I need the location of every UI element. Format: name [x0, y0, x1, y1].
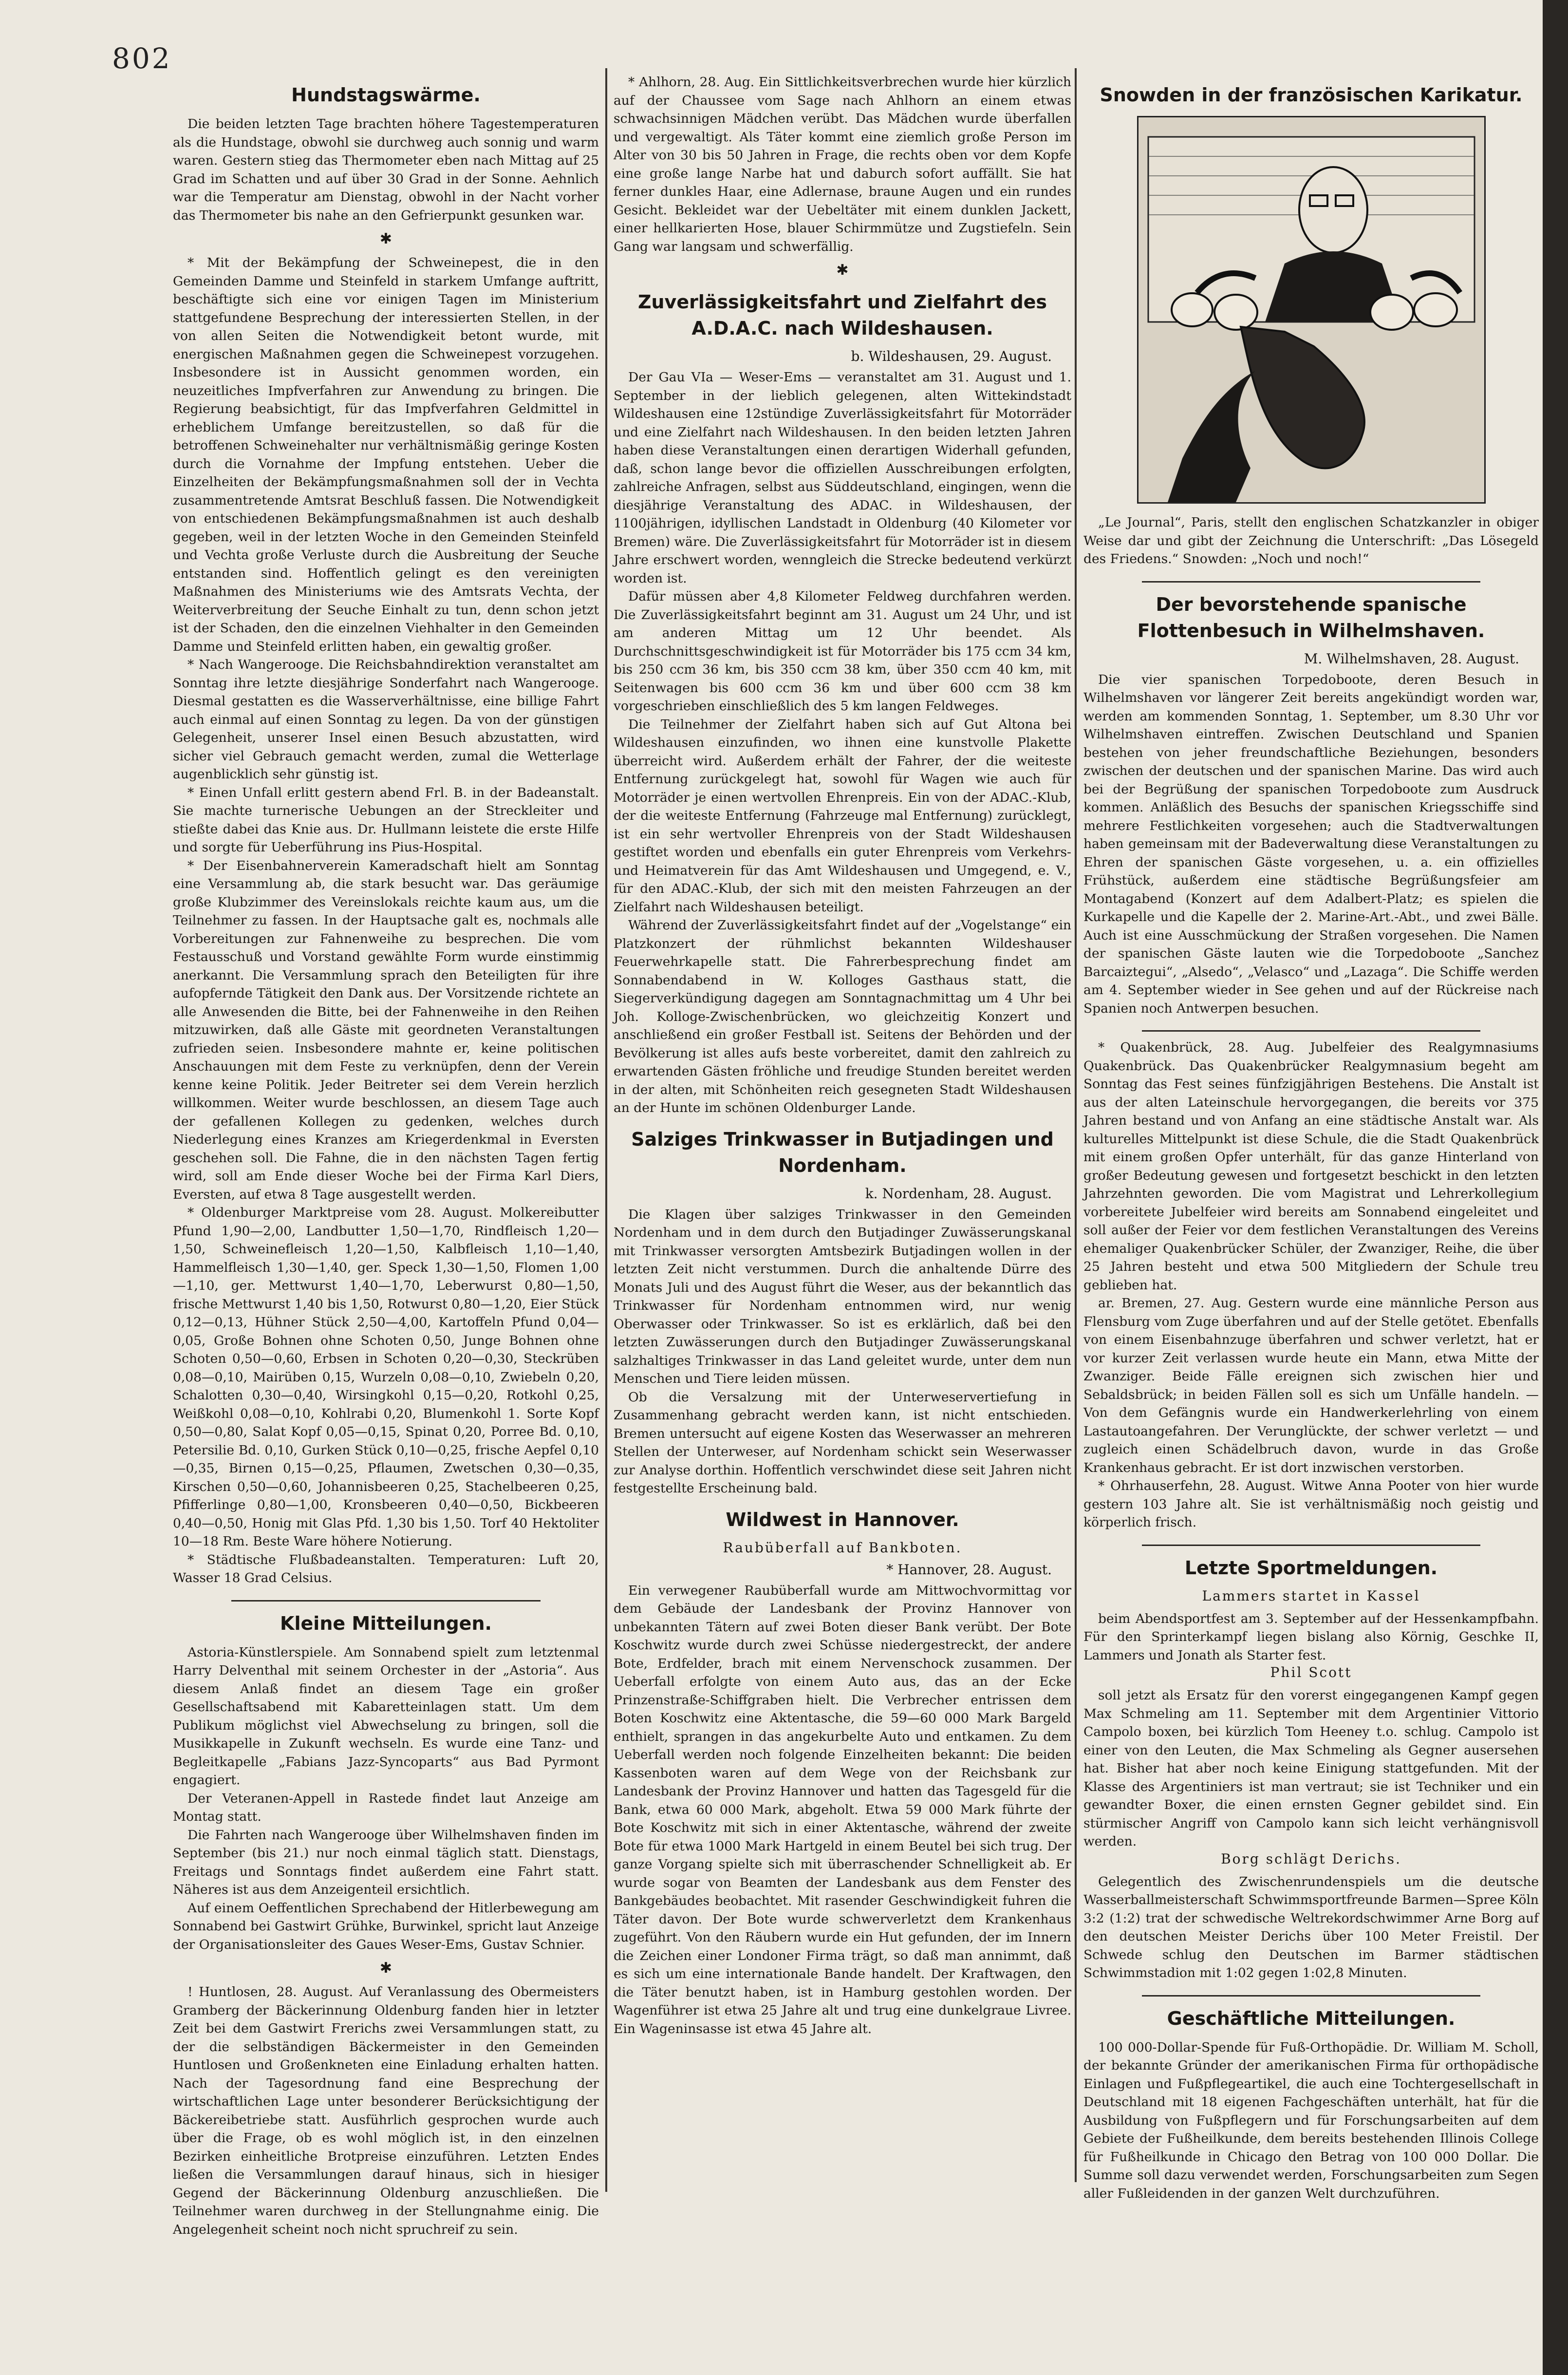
- subheadline: Raubüberfall auf Bankboten.: [723, 1539, 962, 1556]
- separator-star: ✱: [379, 1960, 392, 1977]
- headline-geschaeftliche-mitteilungen: Geschäftliche Mitteilungen.: [1167, 2007, 1456, 2029]
- headline-hundstagswaerme: Hundstagswärme.: [291, 84, 481, 106]
- article-paragraph: Die Fahrten nach Wangerooge über Wilhelmshaven finden im September (bis 21.) nur noch einmal täglich statt. Dienstags, Freitags und Sonntags findet außerdem eine Fahrt statt. Näheres ist aus dem Anzeigenteil ersichtlich.: [173, 1827, 599, 1897]
- caricature-illustration: [1137, 116, 1486, 504]
- article-paragraph: Der Veteranen-Appell in Rastede findet laut Anzeige am Montag statt.: [173, 1791, 599, 1824]
- article-paragraph: ! Huntlosen, 28. August. Auf Veranlassung des Obermeisters Gramberg der Bäckerinnung Oldenburg fanden hier in letzter Zeit bei dem Gastwirt Frerichs zwei Versammlungen statt, zu der die selbständigen Bäckermeister in den Gemeinden Huntlosen und Großenkneten eine Einladung erhalten hatten. Nach der Tagesordnung fand eine Besprechung der wirtschaftlichen Lage unter besonderer Berücksichtigung der Bäckereibetriebe statt. Ausführlich gesprochen wurde auch über die Frage, ob es wohl möglich ist, in den einzelnen Bezirken einheitliche Brotpreise einzuführen. Letzten Endes ließen die Versammlungen darauf hinaus, sich in hiesiger Gegend der Bäckerinnung Oldenburg anzuschließen. Die Teilnehmer waren durchweg in der Stellungnahme einig. Die Angelegenheit scheint noch nicht spruchreif zu sein.: [173, 1984, 599, 2237]
- headline-spanischer-flottenbesuch: Der bevorstehende spanische Flottenbesuch in Wilhelmshaven.: [1137, 593, 1485, 641]
- dateline: * Hannover, 28. August.: [886, 1561, 1052, 1578]
- article-paragraph: Auf einem Oeffentlichen Sprechabend der Hitlerbewegung am Sonnabend bei Gastwirt Grühke, Burwinkel, spricht laut Anzeige der Organisationsleiter des Gaues Weser-Ems, Gustav Schnier.: [173, 1900, 599, 1952]
- article-paragraph: Ein verwegener Raubüberfall wurde am Mittwochvormittag vor dem Gebäude der Landesbank der Provinz Hannover von unbekannten Tätern auf zwei Boten dieser Bank verübt. Der Bote Koschwitz wurde durch zwei Schüsse niedergestreckt, der andere Bote, Erdfelder, brach mit einem Nervenschock zusammen. Der Ueberfall erfolgte von einem Auto aus, das an der Ecke Prinzenstraße-Schiffgraben hielt. Die Verbrecher entrissen dem Boten Koschwitz eine Aktentasche, die 59—60 000 Mark Bargeld enthielt, sprangen in das angekurbelte Auto und entkamen. Zu dem Ueberfall werden noch folgende Einzelheiten bekannt: Die beiden Kassenboten waren auf dem Wege von der Reichsbank zur Landesbank der Provinz Hannover und hatten das Tagesgeld für die Bank, etwa 60 000 Mark, abgeholt. Etwa 59 000 Mark führte der Bote Koschwitz mit sich in einer Aktentasche, während der zweite Bote für etwa 1000 Mark Hartgeld in einem Beutel bei sich trug. Der ganze Vorgang spielte sich mit überraschender Schnelligkeit ab. Er wurde sogar von Beamten der Landesbank aus dem Fenster des Bankgebäudes beobachtet. Mit rasender Geschwindigkeit fuhren die Täter davon. Der Bote wurde schwerverletzt dem Krankenhaus zugeführt. Von den Räubern wurde ein Hut gefunden, der im Innern die Zeichen einer Londoner Firma trägt, so daß man annimmt, daß es sich um eine internationale Bande handelt. Der Kraftwagen, den die Täter benutzt haben, ist in Hamburg gestohlen worden. Der Wagenführer ist etwa 25 Jahre alt und trug eine dunkelgraue Livree. Ein Wageninsasse ist etwa 45 Jahre alt.: [614, 1583, 1071, 2036]
- subheadline: Phil Scott: [1270, 1664, 1352, 1680]
- section-divider: [1142, 581, 1480, 583]
- section-divider: [1142, 1545, 1480, 1546]
- subheadline: Borg schlägt Derichs.: [1221, 1850, 1401, 1867]
- article-paragraph: * Nach Wangerooge. Die Reichsbahndirektion veranstaltet am Sonntag ihre letzte diesjährige Sonderfahrt nach Wangerooge. Diesmal gestatten es die Wasserverhältnisse, eine billige Fahrt auch einmal auf einen Sonntag zu legen. Da von der günstigen Gelegenheit, unserer Insel einen Besuch abzustatten, wird sicher viel Gebrauch gemacht werden, zumal die Wetterlage augenblicklich sehr günstig ist.: [173, 657, 599, 782]
- dateline: b. Wildeshausen, 29. August.: [851, 348, 1052, 364]
- article-paragraph: * Ohrhauserfehn, 28. August. Witwe Anna Pooter von hier wurde gestern 103 Jahre alt. Sie ist verhältnismäßig noch geistig und körperlich frisch.: [1083, 1478, 1539, 1530]
- article-paragraph: Der Gau VIa — Weser-Ems — veranstaltet am 31. August und 1. September in der lieblich gelegenen, alten Wittekindstadt Wildeshausen eine 12stündige Zuverlässigkeitsfahrt für Motorräder und eine Zielfahrt nach Wildeshausen. In den beiden letzten Jahren haben diese Veranstaltungen einen derartigen Widerhall gefunden, daß, schon lange bevor die offiziellen Ausschreibungen erfolgten, zahlreiche Anfragen, selbst aus Süddeutschland, eingingen, wenn die diesjährige Veranstaltung des ADAC. in Wildeshausen, der 1100jährigen, idyllischen Landstadt in Oldenburg (40 Kilometer vor Bremen) wäre. Die Zuverlässigkeitsfahrt für Motorräder ist in diesem Jahre erschwert worden, wenngleich die Strecke bedeutend verkürzt worden ist.: [614, 370, 1071, 586]
- article-paragraph: Die beiden letzten Tage brachten höhere Tagestemperaturen als die Hundstage, obwohl sie durchweg auch sonnig und warm waren. Gestern stieg das Thermometer eben nach Mittag auf 25 Grad im Schatten und auf über 30 Grad in der Sonne. Aehnlich war die Temperatur am Dienstag, obwohl in der Nacht vorher das Thermometer bis nahe an den Gefrierpunkt gesunken war.: [173, 116, 599, 223]
- section-divider: [1142, 1030, 1480, 1032]
- page-number: 802: [112, 42, 172, 75]
- article-paragraph: ar. Bremen, 27. Aug. Gestern wurde eine männliche Person aus Flensburg vom Zuge überfahren und auf der Stelle getötet. Ebenfalls von einem Eisenbahnzuge überfahren und schwer verletzt, hat er vor kurzer Zeit verlassen wurde heute ein Mann, etwa Mitte der Zwanziger. Beide Fälle ereignen sich zwischen hier und Sebaldsbrück; in beiden Fällen soll es sich um Unfälle handeln. — Von dem Gefängnis wurde ein Handwerkerlehrling von einem Lastautoangefahren. Der Verunglückte, der schwer verletzt — und zugleich einen Schädelbruch davon, wurde in das Große Krankenhaus gebracht. Er ist dort inzwischen verstorben.: [1083, 1296, 1539, 1475]
- article-paragraph: Die Klagen über salziges Trinkwasser in den Gemeinden Nordenham und in dem durch den Butjadinger Zuwässerungskanal mit Trinkwasser versorgten Amtsbezirk Butjadingen wollen in der letzten Zeit nicht verstummen. Durch die anhaltende Dürre des Monats Juli und des August führt die Weser, aus der bekanntlich das Trinkwasser für Nordenham entnommen wird, nur wenig Oberwasser oder Trinkwasser. So ist es erklärlich, daß bei den letzten Zuwässerungen durch den Butjadinger Zuwässerungskanal salzhaltiges Trinkwasser in das Land geleitet wurde, unter dem nun Menschen und Tiere leiden müssen.: [614, 1206, 1071, 1386]
- column-rule: [1075, 68, 1077, 2182]
- subheadline: Lammers startet in Kassel: [1202, 1587, 1420, 1604]
- dateline: k. Nordenham, 28. August.: [865, 1185, 1052, 1202]
- headline-wildwest-hannover: Wildwest in Hannover.: [726, 1508, 959, 1530]
- article-paragraph: * Der Eisenbahnerverein Kameradschaft hielt am Sonntag eine Versammlung ab, die stark besucht war. Das geräumige große Klubzimmer des Vereinslokals reichte kaum aus, um die Teilnehmer zu fassen. In der Hauptsache galt es, nochmals alle Vorbereitungen zur Fahnenweihe zu besprechen. Die vom Festausschuß und Vorstand gewählte Form wurde einstimmig anerkannt. Die Versammlung sprach den Beteiligten für ihre aufopfernde Tätigkeit den Dank aus. Der Vorsitzende richtete an alle Anwesenden die Bitte, bei der Fahnenweihe in den Reihen mitzuwirken, daß alle Gäste mit geordneten Veranstaltungen zufrieden seien. Insbesondere mahnte er, keine politischen Anschauungen mit dem Feste zu verknüpfen, denn der Verein kenne keine Politik. Jeder Beitreter sei dem Verein herzlich willkommen. Weiter wurde beschlossen, an diesem Tage auch der gefallenen Kollegen zu gedenken, welches durch Niederlegung eines Kranzes am Kriegerdenkmal in Eversten geschehen soll. Die Fahne, die in den nächsten Tagen fertig wird, soll am Ende dieser Woche bei der Firma Karl Diers, Eversten, auf etwa 8 Tage ausgestellt werden.: [173, 858, 599, 1202]
- article-paragraph: * Oldenburger Marktpreise vom 28. August. Molkereibutter Pfund 1,90—2,00, Landbutter 1,50—1,70, Rindfleisch 1,20—1,50, Schweinefleisch 1,20—1,50, Kalbfleisch 1,10—1,40, Hammelfleisch 1,30—1,40, ger. Speck 1,30—1,50, Flomen 1,00—1,10, ger. Mettwurst 1,40—1,70, Leberwurst 0,80—1,50, frische Mettwurst 1,40 bis 1,50, Rotwurst 0,80—1,20, Eier Stück 0,12—0,13, Hühner Stück 2,50—4,00, Kartoffeln Pfund 0,04—0,05, Große Bohnen ohne Schoten 0,50, Junge Bohnen ohne Schoten 0,50—0,60, Erbsen in Schoten 0,20—0,30, Steckrüben 0,08—0,10, Mairüben 0,15, Wurzeln 0,08—0,10, Zwiebeln 0,20, Schalotten 0,30—0,40, Wirsingkohl 0,15—0,20, Rotkohl 0,25, Weißkohl 0,08—0,10, Kohlrabi 0,20, Blumenkohl 1. Sorte Kopf 0,50—0,80, Salat Kopf 0,05—0,15, Spinat 0,20, Porree Bd. 0,10, Petersilie Bd. 0,10, Gurken Stück 0,10—0,25, frische Aepfel 0,10—0,35, Birnen 0,15—0,25, Pflaumen, Zwetschen 0,30—0,35, Kirschen 0,50—0,60, Johannisbeeren 0,25, Stachelbeeren 0,25, Pfifferlinge 0,80—1,00, Kronsbeeren 0,40—0,50, Bickbeeren 0,40—0,50, Honig mit Glas Pfd. 1,30 bis 1,50. Torf 40 Hektoliter 10—18 Rm. Beste Ware höhere Notierung.: [173, 1205, 599, 1549]
- article-paragraph: * Ahlhorn, 28. Aug. Ein Sittlichkeitsverbrechen wurde hier kürzlich auf der Chaussee vom Sage nach Ahlhorn an einem etwas schwachsinnigen Mädchen verübt. Das Mädchen wurde überfallen und vergewaltigt. Als Täter kommt eine ziemlich große Person im Alter von 30 bis 50 Jahren in Frage, die rechts oben vor dem Kopfe eine große lange Narbe hat und daburch sofort auffällt. Sie hat ferner dunkles Haar, eine Adlernase, braune Augen und ein rundes Gesicht. Bekleidet war der Uebeltäter mit einem dunklen Jackett, einer hellkarierten Hose, blauer Schirmmütze und Zugstiefeln. Sein Gang war langsam und schwerfällig.: [614, 75, 1071, 254]
- column-middle: [614, 73, 1071, 2177]
- section-divider: [1142, 1995, 1480, 1997]
- article-paragraph: * Quakenbrück, 28. Aug. Jubelfeier des Realgymnasiums Quakenbrück. Das Quakenbrücker Realgymnasium begeht am Sonntag das Fest seines fünfzigjährigen Bestehens. Die Anstalt ist aus der alten Lateinschule hervorgegangen, die bereits vor 375 Jahren bestand und von Anfang an eine städtische Anstalt war. Als kulturelles Mittelpunkt ist diese Schule, die die Stadt Quakenbrück mit einem großen Opfer unterhält, für das ganze Hinterland von großer Bedeutung gewesen und fortgesetzt beschickt in den letzten Jahrzehnten geworden. Die vom Magistrat und Lehrerkollegium vorbereitete Jubelfeier wird bereits am Sonnabend eingeleitet und soll außer der Feier vor dem festlichen Veranstaltungen des Vereins ehemaliger Quakenbrücker Schüler, der Zwanziger, Reihe, die über 25 Jahren besteht und etwa 500 Mitgliedern der Schule treu geblieben hat.: [1083, 1040, 1539, 1293]
- headline-letzte-sportmeldungen: Letzte Sportmeldungen.: [1184, 1557, 1438, 1579]
- column-rule: [605, 68, 607, 2192]
- section-divider: [231, 1600, 541, 1602]
- separator-star: ✱: [836, 262, 849, 279]
- article-paragraph: soll jetzt als Ersatz für den vorerst eingegangenen Kampf gegen Max Schmeling am 11. September mit dem Argentinier Vittorio Campolo boxen, bei kürzlich Tom Heeney t.o. schlug. Campolo ist einer von den Leuten, die Max Schmeling als Gegner ausersehen hat. Bisher hat aber noch keine Einigung stattgefunden. Mit der Klasse des Argentiniers ist man vertraut; sie ist Techniker und ein gewandter Boxer, die einen ernsten Gegner gebildet sind. Ein stürmischer Angriff von Campolo kann sich leicht verhängnisvoll werden.: [1083, 1688, 1539, 1849]
- headline-kleine-mitteilungen: Kleine Mitteilungen.: [280, 1612, 492, 1634]
- article-paragraph: beim Abendsportfest am 3. September auf der Hessenkampfbahn. Für den Sprinterkampf liegen bislang also Körnig, Geschke II, Lammers und Jonath als Starter fest.: [1083, 1611, 1539, 1663]
- article-paragraph: * Städtische Flußbadeanstalten. Temperaturen: Luft 20, Wasser 18 Grad Celsius.: [173, 1552, 599, 1585]
- article-paragraph: Gelegentlich des Zwischenrundenspiels um die deutsche Wasserballmeisterschaft Schwimmsportfreunde Barmen—Spree Köln 3:2 (1:2) trat der schwedische Weltrekordschwimmer Arne Borg auf den deutschen Meister Derichs über 100 Meter Freistil. Der Schwede schlug den Deutschen im Barmer städtischen Schwimmstadion mit 1:02 gegen 1:02,8 Minuten.: [1083, 1874, 1539, 1980]
- column-left: [173, 73, 599, 2237]
- article-paragraph: Astoria-Künstlerspiele. Am Sonnabend spielt zum letztenmal Harry Delventhal mit seinem Orchester in der „Astoria“. Aus diesem Anlaß findet an diesem Tage ein großer Gesellschaftsabend mit Kabaretteinlagen statt. Um dem Publikum möglichst viel Abwechselung zu bringen, soll die Musikkapelle in Zukunft wechseln. Es wurde eine Tanz- und Begleitkapelle „Fabians Jazz-Syncoparts“ aus Bad Pyrmont engagiert.: [173, 1644, 599, 1788]
- headline-salziges-trinkwasser: Salziges Trinkwasser in Butjadingen und Nordenham.: [631, 1128, 1054, 1176]
- article-paragraph: Ob die Versalzung mit der Unterweservertiefung in Zusammenhang gebracht werden kann, ist nicht entschieden. Bremen untersucht auf eigene Kosten das Weserwasser an mehreren Stellen der Unterweser, auf Nordenham schickt sein Weserwasser zur Analyse dorthin. Hoffentlich verschwindet diese seit Jahren nicht festgestellte Erscheinung bald.: [614, 1389, 1071, 1496]
- article-paragraph: Dafür müssen aber 4,8 Kilometer Feldweg durchfahren werden. Die Zuverlässigkeitsfahrt beginnt am 31. August um 24 Uhr, und ist am anderen Mittag um 12 Uhr beendet. Als Durchschnittsgeschwindigkeit ist für Motorräder bis 175 ccm 34 km, bis 250 ccm 36 km, bis 350 ccm 38 km, über 350 ccm 40 km, mit Seitenwagen bis 600 ccm 36 km und über 600 ccm 38 km vorgeschrieben einschließlich des 5 km langen Feldweges.: [614, 589, 1071, 714]
- separator-star: ✱: [379, 230, 392, 247]
- dateline: M. Wilhelmshaven, 28. August.: [1304, 650, 1519, 667]
- article-paragraph: Die vier spanischen Torpedoboote, deren Besuch in Wilhelmshaven vor längerer Zeit bereits angekündigt worden war, werden am kommenden Sonntag, 1. September, um 8.30 Uhr vor Wilhelmshaven eintreffen. Zwischen Deutschland und Spanien bestehen von jeher freundschaftliche Beziehungen, besonders zwischen der deutschen und der spanischen Marine. Das wird auch bei der Begrüßung der spanischen Torpedoboote zum Ausdruck kommen. Anläßlich des Besuchs der spanischen Kriegsschiffe sind mehrere Festlichkeiten vorgesehen; auch die Stadtverwaltungen haben gemeinsam mit der Badeverwaltung diese Veranstaltungen zu Ehren der spanischen Gäste vorgesehen, u. a. ein offizielles Frühstück, außerdem eine städtische Begrüßungsfeier am Montagabend (Konzert auf dem Adalbert-Platz; es spielen die Kurkapelle und die Kapelle der 2. Marine-Art.-Abt., und zwei Bälle. Auch ist eine Ausschmückung der Straßen vorgesehen. Die Namen der spanischen Gäste lauten wie die Torpedoboote „Sanchez Barcaiztegui“, „Alsedo“, „Velasco“ und „Lazaga“. Die Schiffe werden am 4. September wieder in See gehen und auf der Rückreise nach Spanien noch Antwerpen besuchen.: [1083, 672, 1539, 1016]
- article-paragraph: * Einen Unfall erlitt gestern abend Frl. B. in der Badeanstalt. Sie machte turnerische Uebungen an der Streckleiter und stießte dabei das Knie aus. Dr. Hullmann leistete die erste Hilfe und sorgte für Ueberführung ins Pius-Hospital.: [173, 785, 599, 855]
- article-paragraph: Die Teilnehmer der Zielfahrt haben sich auf Gut Altona bei Wildeshausen einzufinden, wo ihnen eine kunstvolle Plakette überreicht wird. Außerdem erhält der Fahrer, der die weiteste Entfernung zurückgelegt hat, sowohl für Wagen wie auch für Motorräder je einen wertvollen Ehrenpreis. Ein von der ADAC.-Klub, der die weiteste Entfernung (Fahrzeuge mal Entfernung) zurücklegt, ist ein sehr wertvoller Ehrenpreis von der Stadt Wildeshausen gestiftet worden und ebenfalls ein guter Ehrenpreis vom Verkehrs- und Heimatverein für das Amt Wildeshausen und Umgegend, e. V., für den ADAC.-Klub, der sich mit den meisten Fahrzeugen an der Zielfahrt nach Wildeshausen beteiligt.: [614, 716, 1071, 915]
- caricature-caption: „Le Journal“, Paris, stellt den englischen Schatzkanzler in obiger Weise dar und gibt der Zeichnung die Unterschrift: „Das Lösegeld des Friedens.“ Snowden: „Noch und noch!“: [1083, 515, 1539, 566]
- headline-snowden-karikatur: Snowden in der französischen Karikatur.: [1100, 84, 1523, 106]
- scan-edge: [1543, 0, 1568, 2375]
- article-paragraph: Während der Zuverlässigkeitsfahrt findet auf der „Vogelstange“ ein Platzkonzert der rühmlichst bekannten Wildeshauser Feuerwehrkapelle statt. Die Fahrerbesprechung findet am Sonnabendabend in W. Kolloges Gasthaus statt, die Siegerverkündigung dagegen am Sonntagnachmittag um 4 Uhr bei Joh. Kolloge-Zwischenbrücken, wo gleichzeitig Konzert und anschließend ein großer Festball ist. Seitens der Behörden und der Bevölkerung ist alles aufs beste vorbereitet, damit den zahlreich zu erwartenden Gästen fröhliche und freudige Stunden bereitet werden in der alten, mit Schönheiten reich gesegneten Stadt Wildeshausen an der Hunte im schönen Oldenburger Lande.: [614, 918, 1071, 1115]
- headline-zuverlaessigkeitsfahrt: Zuverlässigkeitsfahrt und Zielfahrt des A.D.A.C. nach Wildeshausen.: [637, 291, 1047, 339]
- column-right: [1083, 73, 1539, 2314]
- article-paragraph: * Mit der Bekämpfung der Schweinepest, die in den Gemeinden Damme und Steinfeld in starkem Umfange auftritt, beschäftigte sich eine vor einigen Tagen im Ministerium stattgefundene Besprechung der interessierten Stellen, in der von allen Seiten die Notwendigkeit betont wurde, mit energischen Maßnahmen gegen die Schweinepest vorzugehen. Insbesondere ist in Aussicht genommen worden, ein neuzeitliches Impfverfahren zur Anwendung zu bringen. Die Regierung beabsichtigt, für das Impfverfahren Geldmittel in erheblichem Umfange bereitzustellen, so daß für die betroffenen Schweinehalter nur verhältnismäßig geringe Kosten durch die Vornahme der Impfung entstehen. Ueber die Einzelheiten der Bekämpfungsmaßnahmen soll der in Vechta zusammentretende Amtsrat Beschluß fassen. Die Notwendigkeit von entschiedenen Bekämpfungsmaßnahmen ist auch deshalb gegeben, weil in der letzten Woche in den Gemeinden Steinfeld und Vechta große Verluste durch die Ausbreitung der Seuche entstanden sind. Hoffentlich gelingt es den vereinigten Maßnahmen des Ministeriums wie des Amtsrats Vechta, der Weiterverbreitung der Seuche Einhalt zu tun, denn schon jetzt ist der Schaden, den die einzelnen Viehhalter in den Gemeinden Damme und Steinfeld erlitten haben, ein gewaltig großer.: [173, 255, 599, 654]
- article-paragraph: 100 000-Dollar-Spende für Fuß-Orthopädie. Dr. William M. Scholl, der bekannte Gründer der amerikanischen Firma für orthopädische Einlagen und Fußpflegeartikel, die auch eine Tochtergesellschaft in Deutschland mit 18 eigenen Fachgeschäften unterhält, hat für die Ausbildung von Fußpflegern und für Forschungsarbeiten auf dem Gebiete der Fußheilkunde, dem bereits bestehenden Illinois College für Fußheilkunde in Chicago den Betrag von 100 000 Dollar. Die Summe soll dazu verwendet werden, Forschungsarbeiten zum Segen aller Fußleidenden in der ganzen Welt durchzuführen.: [1083, 2039, 1539, 2201]
